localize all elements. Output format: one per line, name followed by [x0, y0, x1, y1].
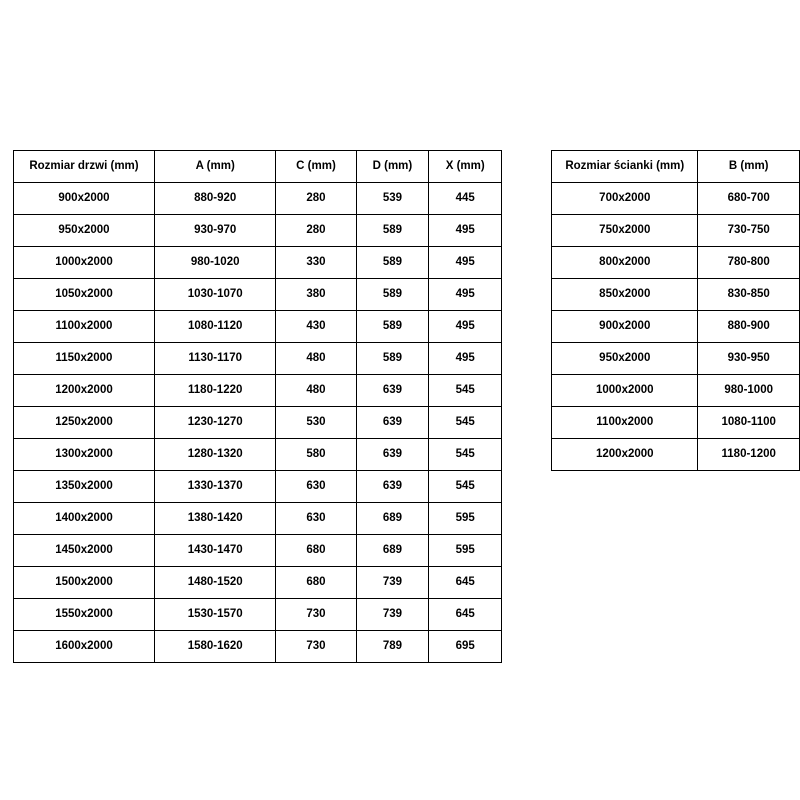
cell-b: 830-850	[698, 279, 800, 311]
door-size-table-block	[13, 150, 502, 663]
cell-x: 645	[429, 599, 502, 631]
cell-c: 730	[276, 631, 356, 663]
table-row	[14, 631, 502, 663]
cell-d: 639	[356, 407, 429, 439]
table-header-row	[552, 151, 800, 183]
cell-wall-size: 750x2000	[552, 215, 698, 247]
cell-door-size: 1500x2000	[14, 567, 155, 599]
cell-d: 789	[356, 631, 429, 663]
cell-door-size: 900x2000	[14, 183, 155, 215]
cell-door-size: 1200x2000	[14, 375, 155, 407]
column-header-door-size: Rozmiar drzwi (mm)	[14, 151, 155, 183]
cell-door-size: 1450x2000	[14, 535, 155, 567]
table-row	[14, 343, 502, 375]
cell-d: 589	[356, 247, 429, 279]
column-header-b: B (mm)	[698, 151, 800, 183]
cell-a: 1530-1570	[154, 599, 276, 631]
cell-a: 980-1020	[154, 247, 276, 279]
table-row	[14, 279, 502, 311]
cell-x: 595	[429, 535, 502, 567]
column-header-d: D (mm)	[356, 151, 429, 183]
cell-b: 980-1000	[698, 375, 800, 407]
cell-d: 539	[356, 183, 429, 215]
cell-a: 1580-1620	[154, 631, 276, 663]
column-header-c: C (mm)	[276, 151, 356, 183]
table-header-row	[14, 151, 502, 183]
table-row	[552, 279, 800, 311]
table-row	[14, 183, 502, 215]
cell-door-size: 1400x2000	[14, 503, 155, 535]
table-row	[14, 471, 502, 503]
table-row	[14, 407, 502, 439]
cell-c: 680	[276, 567, 356, 599]
cell-wall-size: 1000x2000	[552, 375, 698, 407]
cell-c: 380	[276, 279, 356, 311]
table-row	[14, 375, 502, 407]
cell-door-size: 1550x2000	[14, 599, 155, 631]
cell-d: 739	[356, 599, 429, 631]
cell-wall-size: 800x2000	[552, 247, 698, 279]
cell-d: 589	[356, 343, 429, 375]
cell-d: 639	[356, 439, 429, 471]
cell-door-size: 950x2000	[14, 215, 155, 247]
cell-a: 1380-1420	[154, 503, 276, 535]
cell-a: 1080-1120	[154, 311, 276, 343]
table-row	[14, 503, 502, 535]
cell-x: 645	[429, 567, 502, 599]
table-row	[552, 183, 800, 215]
cell-d: 589	[356, 215, 429, 247]
cell-wall-size: 950x2000	[552, 343, 698, 375]
cell-wall-size: 1200x2000	[552, 439, 698, 471]
cell-a: 1180-1220	[154, 375, 276, 407]
cell-c: 630	[276, 471, 356, 503]
door-size-table	[13, 150, 502, 663]
cell-a: 930-970	[154, 215, 276, 247]
cell-d: 689	[356, 503, 429, 535]
cell-a: 1030-1070	[154, 279, 276, 311]
cell-x: 495	[429, 247, 502, 279]
cell-x: 445	[429, 183, 502, 215]
cell-a: 1480-1520	[154, 567, 276, 599]
wall-size-table-block	[551, 150, 800, 471]
column-header-wall-size: Rozmiar ścianki (mm)	[552, 151, 698, 183]
cell-x: 495	[429, 279, 502, 311]
cell-x: 695	[429, 631, 502, 663]
cell-wall-size: 850x2000	[552, 279, 698, 311]
cell-b: 930-950	[698, 343, 800, 375]
cell-wall-size: 1100x2000	[552, 407, 698, 439]
cell-d: 689	[356, 535, 429, 567]
cell-door-size: 1150x2000	[14, 343, 155, 375]
table-row	[14, 247, 502, 279]
cell-c: 530	[276, 407, 356, 439]
cell-c: 430	[276, 311, 356, 343]
table-row	[552, 343, 800, 375]
cell-a: 1330-1370	[154, 471, 276, 503]
cell-door-size: 1350x2000	[14, 471, 155, 503]
table-row	[552, 247, 800, 279]
cell-c: 480	[276, 375, 356, 407]
cell-door-size: 1000x2000	[14, 247, 155, 279]
cell-c: 330	[276, 247, 356, 279]
cell-c: 730	[276, 599, 356, 631]
table-row	[14, 599, 502, 631]
table-row	[552, 311, 800, 343]
cell-x: 545	[429, 375, 502, 407]
cell-d: 589	[356, 279, 429, 311]
cell-c: 480	[276, 343, 356, 375]
cell-x: 495	[429, 215, 502, 247]
table-row	[14, 439, 502, 471]
table-row	[552, 215, 800, 247]
cell-b: 780-800	[698, 247, 800, 279]
cell-a: 1430-1470	[154, 535, 276, 567]
cell-c: 280	[276, 215, 356, 247]
table-row	[14, 311, 502, 343]
cell-b: 1180-1200	[698, 439, 800, 471]
cell-x: 545	[429, 471, 502, 503]
cell-x: 545	[429, 439, 502, 471]
cell-door-size: 1050x2000	[14, 279, 155, 311]
cell-b: 880-900	[698, 311, 800, 343]
table-row	[14, 567, 502, 599]
cell-b: 680-700	[698, 183, 800, 215]
cell-b: 730-750	[698, 215, 800, 247]
cell-door-size: 1250x2000	[14, 407, 155, 439]
cell-door-size: 1600x2000	[14, 631, 155, 663]
wall-size-table	[551, 150, 800, 471]
cell-d: 639	[356, 375, 429, 407]
cell-c: 630	[276, 503, 356, 535]
cell-c: 280	[276, 183, 356, 215]
cell-x: 495	[429, 311, 502, 343]
cell-door-size: 1100x2000	[14, 311, 155, 343]
column-header-a: A (mm)	[154, 151, 276, 183]
table-row	[552, 439, 800, 471]
table-row	[14, 535, 502, 567]
table-row	[552, 407, 800, 439]
cell-wall-size: 700x2000	[552, 183, 698, 215]
cell-door-size: 1300x2000	[14, 439, 155, 471]
cell-c: 680	[276, 535, 356, 567]
cell-a: 880-920	[154, 183, 276, 215]
cell-wall-size: 900x2000	[552, 311, 698, 343]
cell-a: 1230-1270	[154, 407, 276, 439]
cell-a: 1280-1320	[154, 439, 276, 471]
cell-d: 589	[356, 311, 429, 343]
cell-x: 595	[429, 503, 502, 535]
column-header-x: X (mm)	[429, 151, 502, 183]
table-row	[552, 375, 800, 407]
cell-c: 580	[276, 439, 356, 471]
specification-tables	[0, 150, 800, 663]
cell-x: 545	[429, 407, 502, 439]
cell-b: 1080-1100	[698, 407, 800, 439]
cell-a: 1130-1170	[154, 343, 276, 375]
table-row	[14, 215, 502, 247]
cell-d: 739	[356, 567, 429, 599]
cell-x: 495	[429, 343, 502, 375]
cell-d: 639	[356, 471, 429, 503]
